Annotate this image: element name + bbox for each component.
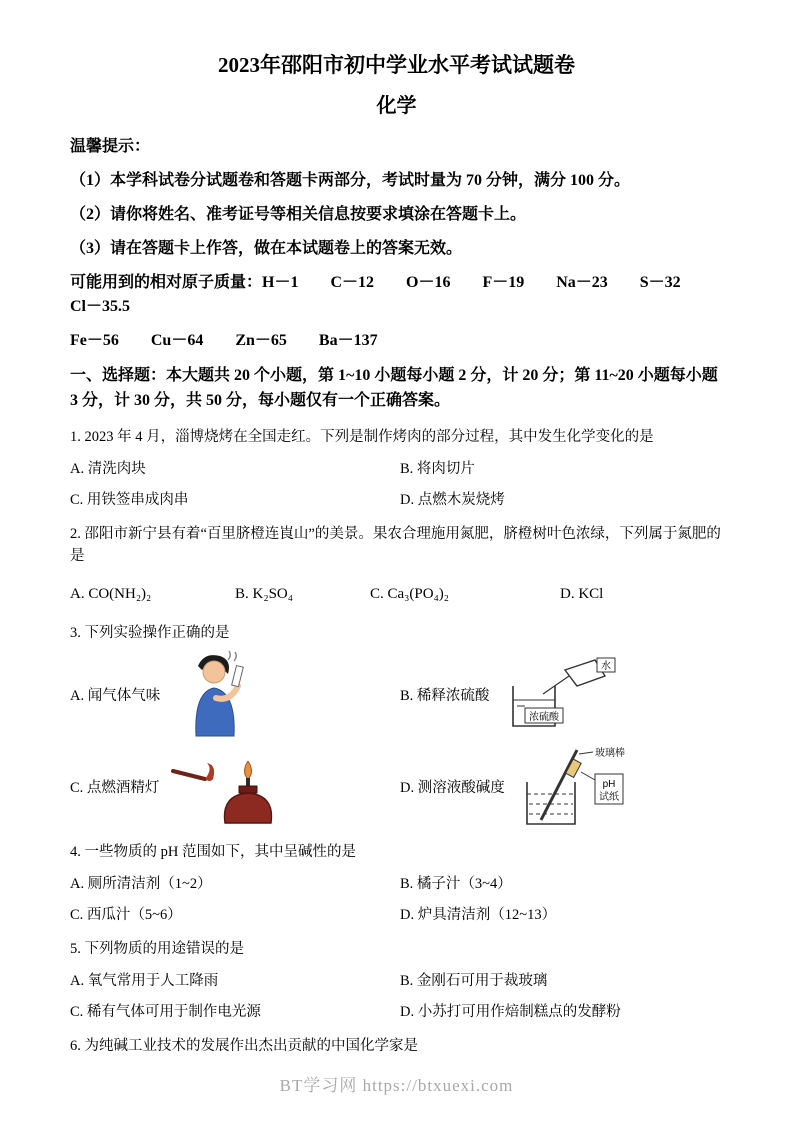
- question-4-options-row-1: [70, 874, 723, 894]
- atomic-mass-line-1: 可能用到的相对原子质量：H－1 C－12 O－16 F－19 Na－23 S－32 Cl－35.5: [70, 274, 713, 315]
- question-5-option-c: C. 稀有气体可用于制作电光源: [70, 1004, 261, 1020]
- question-5-option-a: A. 氧气常用于人工降雨: [70, 973, 219, 989]
- question-3-option-c-label: C. 点燃酒精灯: [70, 779, 160, 796]
- site-watermark: BT学习网 https://btxuexi.com: [279, 1076, 514, 1095]
- question-3-option-d-label: D. 测溶液酸碱度: [400, 779, 505, 796]
- ph-test-illustration: [515, 744, 627, 828]
- question-1-options-row-2: [70, 490, 723, 510]
- ph-label: pH: [602, 779, 616, 790]
- question-4-option-a: A. 厕所清洁剂（1~2）: [70, 876, 212, 892]
- question-1: [70, 426, 723, 510]
- question-5-options-row-1: [70, 971, 723, 991]
- question-2-option-c: C. Ca₃(PO₄)₂: [370, 585, 450, 602]
- question-5-options-row-2: [70, 1002, 723, 1022]
- ph-paper-label: 试纸: [598, 792, 619, 803]
- question-5-text: 5. 下列物质的用途错误的是: [70, 941, 244, 957]
- question-4-options-row-2: [70, 905, 723, 925]
- question-2-options-row: [70, 579, 723, 609]
- question-3-option-b-label: B. 稀释浓硫酸: [400, 687, 490, 704]
- question-4: [70, 841, 723, 925]
- question-1-text: 1. 2023 年 4 月，淄博烧烤在全国走红。下列是制作烤肉的部分过程，其中发生化学变化的是: [70, 429, 654, 445]
- page-title: 2023年邵阳市初中学业水平考试试题卷: [218, 53, 575, 77]
- question-1-options-row-1: [70, 459, 723, 479]
- question-3-text: 3. 下列实验操作正确的是: [70, 625, 230, 641]
- atomic-mass-line-2: Fe－56 Cu－64 Zn－65 Ba－137: [70, 332, 378, 349]
- question-6-text: 6. 为纯碱工业技术的发展作出杰出贡献的中国化学家是: [70, 1038, 418, 1054]
- notice-item-2: （2）请你将姓名、准考证号等相关信息按要求填涂在答题卡上。: [70, 206, 527, 223]
- notice-item-1: （1）本学科试卷分试题卷和答题卡两部分，考试时量为 70 分钟，满分 100 分。: [70, 172, 631, 189]
- question-2-option-b: B. K₂SO₄: [235, 585, 293, 602]
- question-2: [70, 523, 723, 609]
- question-3-option-a: [70, 650, 400, 738]
- notice-item-3: （3）请在答题卡上作答，做在本试题卷上的答案无效。: [70, 240, 463, 257]
- question-6: [70, 1035, 723, 1057]
- subject-title: 化学: [376, 95, 417, 117]
- question-1-option-a: A. 清洗肉块: [70, 461, 146, 477]
- question-4-option-b: B. 橘子汁（3~4）: [400, 876, 512, 892]
- question-4-option-d: D. 炉具清洁剂（12~13）: [400, 907, 557, 923]
- question-3-option-a-label: A. 闻气体气味: [70, 687, 161, 704]
- question-2-text: 2. 邵阳市新宁县有着“百里脐橙连崀山”的美景。果农合理施用氮肥，脐橙树叶色浓绿，下列属于氮肥的是: [70, 526, 721, 564]
- question-2-option-d: D. KCl: [560, 585, 604, 602]
- question-5-option-d: D. 小苏打可用作焙制糕点的发酵粉: [400, 1004, 621, 1020]
- question-3-option-d: [400, 744, 723, 828]
- question-4-text: 4. 一些物质的 pH 范围如下，其中呈碱性的是: [70, 844, 356, 860]
- question-3-option-c: [70, 744, 400, 828]
- question-3-options-row-1: [70, 650, 723, 738]
- dilute-acid-illustration: [499, 656, 619, 732]
- question-3-options-row-2: [70, 744, 723, 828]
- question-1-option-b: B. 将肉切片: [400, 461, 475, 477]
- acid-label: 浓硫酸: [529, 712, 560, 723]
- water-label: 水: [601, 661, 612, 672]
- glass-rod-label: 玻璃棒: [594, 748, 625, 759]
- question-3-option-b: [400, 650, 723, 738]
- question-4-option-c: C. 西瓜汁（5~6）: [70, 907, 182, 923]
- question-1-option-d: D. 点燃木炭烧烤: [400, 492, 505, 508]
- question-5-option-b: B. 金刚石可用于裁玻璃: [400, 973, 548, 989]
- smell-gas-illustration: [170, 650, 262, 738]
- question-1-option-c: C. 用铁签串成肉串: [70, 492, 189, 508]
- question-3: [70, 622, 723, 828]
- question-5: [70, 938, 723, 1022]
- section-1-heading: 一、选择题：本大题共 20 个小题，第 1~10 小题每小题 2 分，计 20 分；第 11~20 小题每小题 3 分，计 30 分，共 50 分，每小题仅有一个正确答案。: [70, 367, 718, 409]
- question-2-option-a: A. CO(NH₂)₂: [70, 585, 152, 602]
- notice-heading: 温馨提示：: [70, 138, 151, 155]
- alcohol-lamp-illustration: [169, 747, 289, 825]
